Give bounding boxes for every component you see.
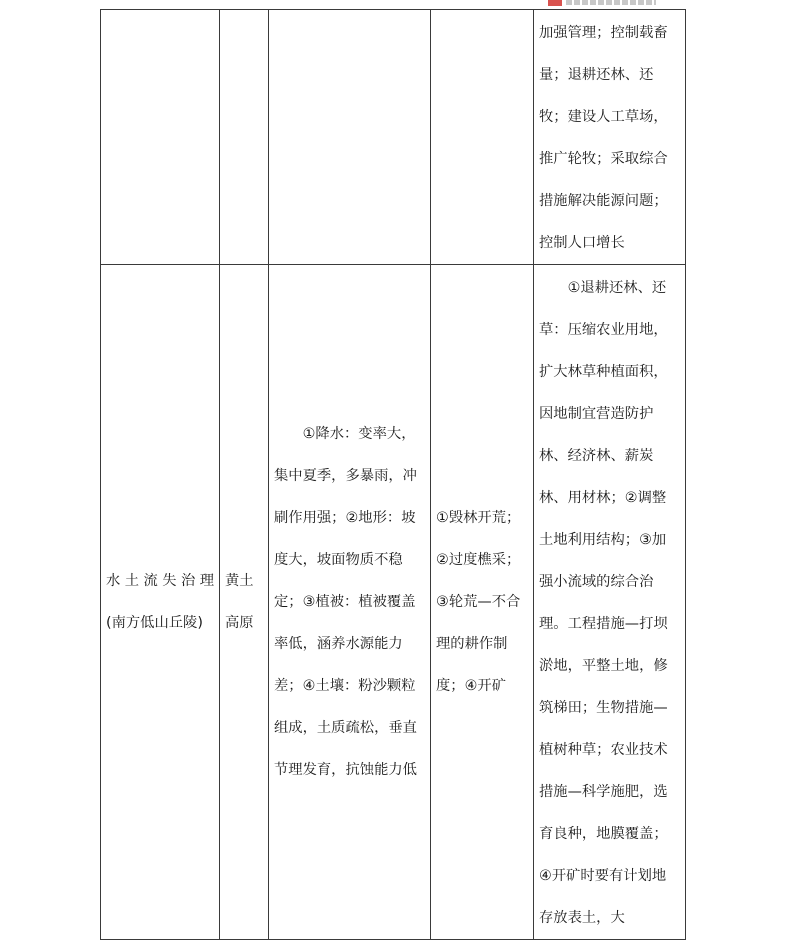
region-text: 黄土高原 xyxy=(225,573,254,631)
topic-cell xyxy=(101,265,220,940)
document-table xyxy=(100,9,686,940)
measures-cell xyxy=(534,265,686,940)
topic-cell xyxy=(101,10,220,265)
measures-text: ①退耕还林、还草：压缩农业用地，扩大林草种植面积，因地制宜营造防护林、经济林、薪炭林、用材林；②调整土地利用结构；③加强小流域的综合治理。工程措施—打坝淤地，平整土地，修筑梯田；生物措施—植树种草；农业技术措施—科学施肥，选育良种，地膜覆盖；④开矿时要有计划地存放表土，大 xyxy=(539,280,668,926)
human-factors-cell xyxy=(431,10,534,265)
region-cell xyxy=(220,10,269,265)
causes-text: ①降水：变率大，集中夏季，多暴雨，冲刷作用强；②地形：坡度大，坡面物质不稳定；③植被：植被覆盖率低，涵养水源能力差；④土壤：粉沙颗粒组成，土质疏松，垂直节理发育，抗蚀能力低 xyxy=(274,426,417,778)
table-row xyxy=(101,10,686,265)
logo-text-image xyxy=(566,0,656,5)
measures-cell xyxy=(534,10,686,265)
human-factors-text: ①毁林开荒；②过度樵采；③轮荒—不合理的耕作制度；④开矿 xyxy=(436,510,521,694)
human-factors-cell xyxy=(431,265,534,940)
topic-subtitle: (南方低山丘陵) xyxy=(106,615,203,631)
topic-title: 水土流失治理 xyxy=(106,573,214,589)
measures-text: 加强管理；控制载畜量；退耕还林、还牧；建设人工草场，推广轮牧；采取综合措施解决能源问题；控制人口增长 xyxy=(539,25,668,251)
region-cell xyxy=(220,265,269,940)
causes-cell xyxy=(269,10,431,265)
causes-cell xyxy=(269,265,431,940)
table-row xyxy=(101,265,686,940)
logo-mark xyxy=(548,0,562,6)
